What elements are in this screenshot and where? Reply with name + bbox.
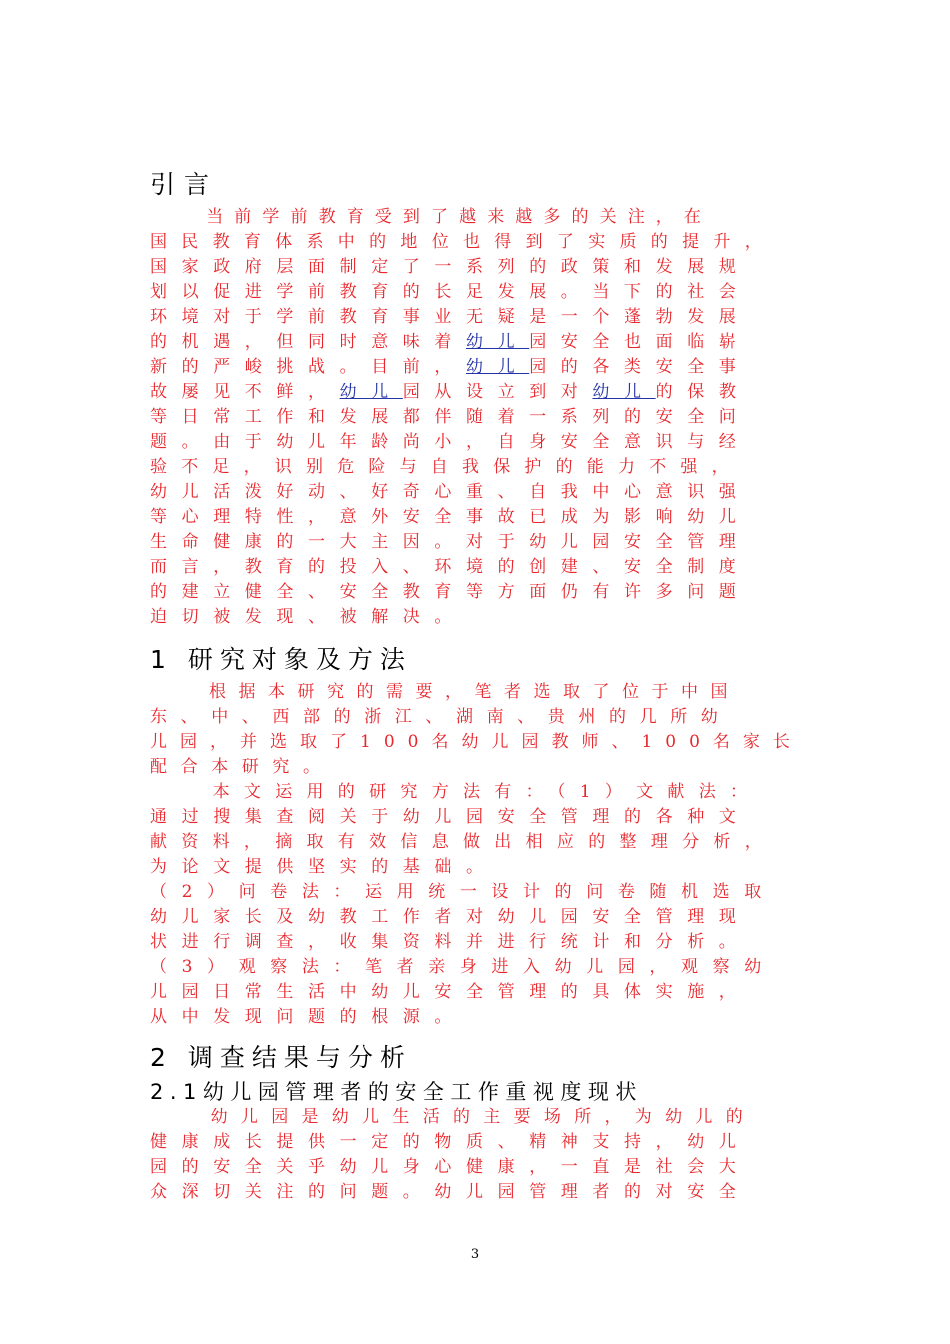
text-line: 配合本研究。 [150, 757, 334, 777]
text-line: 根据本研究的需要，笔者选取了位于中国 [150, 682, 740, 702]
text-line: 的建立健全、安全教育等方面仍有许多问题 [150, 582, 751, 602]
text-segment: 新的严峻挑战。目前， [150, 357, 466, 377]
text-segment: 园安全也面临崭 [529, 332, 751, 352]
heading-introduction: 引言 [150, 170, 219, 199]
text-line: 通过搜集查阅关于幼儿园安全管理的各种文 [150, 807, 751, 827]
text-line [150, 330, 750, 355]
text-line: 众深切关注的问题。幼儿园管理者的对安全 [150, 1182, 751, 1202]
text-line [150, 355, 750, 380]
text-line: 当前学前教育受到了越来越多的关注，在 [150, 207, 712, 227]
text-line: 国家政府层面制定了一系列的政策和发展规 [150, 257, 751, 277]
text-line: （2）问卷法：运用统一设计的问卷随机选取 [150, 882, 776, 902]
heading-section-2-1: 2.1幼儿园管理者的安全工作重视度现状 [150, 1080, 643, 1104]
text-line: 状进行调查，收集资料并进行统计和分析。 [150, 932, 751, 952]
text-line: （3）观察法：笔者亲身进入幼儿园，观察幼 [150, 957, 776, 977]
text-line: 题。由于幼儿年龄尚小，自身安全意识与经 [150, 432, 751, 452]
link-youer[interactable]: 幼儿 [466, 357, 530, 377]
text-line [150, 380, 750, 405]
heading-section-1: 1 研究对象及方法 [150, 645, 412, 674]
text-line: 等心理特性，意外安全事故已成为影响幼儿 [150, 507, 751, 527]
text-line: 生命健康的一大主因。对于幼儿园安全管理 [150, 532, 751, 552]
text-line: 东、中、西部的浙江、湖南、贵州的几所幼 [150, 707, 732, 727]
text-segment: 故屡见不鲜， [150, 382, 340, 402]
link-youer[interactable]: 幼儿 [592, 382, 656, 402]
text-line: 而言，教育的投入、环境的创建、安全制度 [150, 557, 751, 577]
text-line: 环境对于学前教育事业无疑是一个蓬勃发展 [150, 307, 751, 327]
text-line: 划以促进学前教育的长足发展。当下的社会 [150, 282, 751, 302]
text-segment: 园从设立到对 [402, 382, 593, 402]
text-line: 幼儿家长及幼教工作者对幼儿园安全管理现 [150, 907, 751, 927]
text-line: 献资料，摘取有效信息做出相应的整理分析， [150, 832, 776, 852]
text-line: 迫切被发现、被解决。 [150, 607, 466, 627]
text-line: 验不足，识别危险与自我保护的能力不强， [150, 457, 743, 477]
text-line: 儿园日常生活中幼儿安全管理的具体实施， [150, 982, 751, 1002]
text-line: 儿园，并选取了100名幼儿园教师、100名家长 [150, 732, 803, 752]
text-line: 本文运用的研究方法有：（1）文献法： [150, 782, 762, 802]
text-line: 等日常工作和发展都伴随着一系列的安全问 [150, 407, 751, 427]
text-segment: 园的各类安全事 [529, 357, 751, 377]
text-line: 幼儿园是幼儿生活的主要场所，为幼儿的 [150, 1107, 756, 1127]
text-segment: 的保教 [655, 382, 751, 402]
text-line: 健康成长提供一定的物质、精神支持，幼儿 [150, 1132, 751, 1152]
text-line: 国民教育体系中的地位也得到了实质的提升， [150, 232, 776, 252]
page-number: 3 [470, 1247, 480, 1262]
text-line: 幼儿活泼好动、好奇心重、自我中心意识强 [150, 482, 751, 502]
heading-section-2: 2 调查结果与分析 [150, 1043, 412, 1072]
text-line: 为论文提供坚实的基础。 [150, 857, 498, 877]
link-youer[interactable]: 幼儿 [466, 332, 530, 352]
text-line: 从中发现问题的根源。 [150, 1007, 466, 1027]
text-segment: 的机遇，但同时意味着 [150, 332, 466, 352]
link-youer[interactable]: 幼儿 [339, 382, 403, 402]
text-line: 园的安全关乎幼儿身心健康，一直是社会大 [150, 1157, 751, 1177]
